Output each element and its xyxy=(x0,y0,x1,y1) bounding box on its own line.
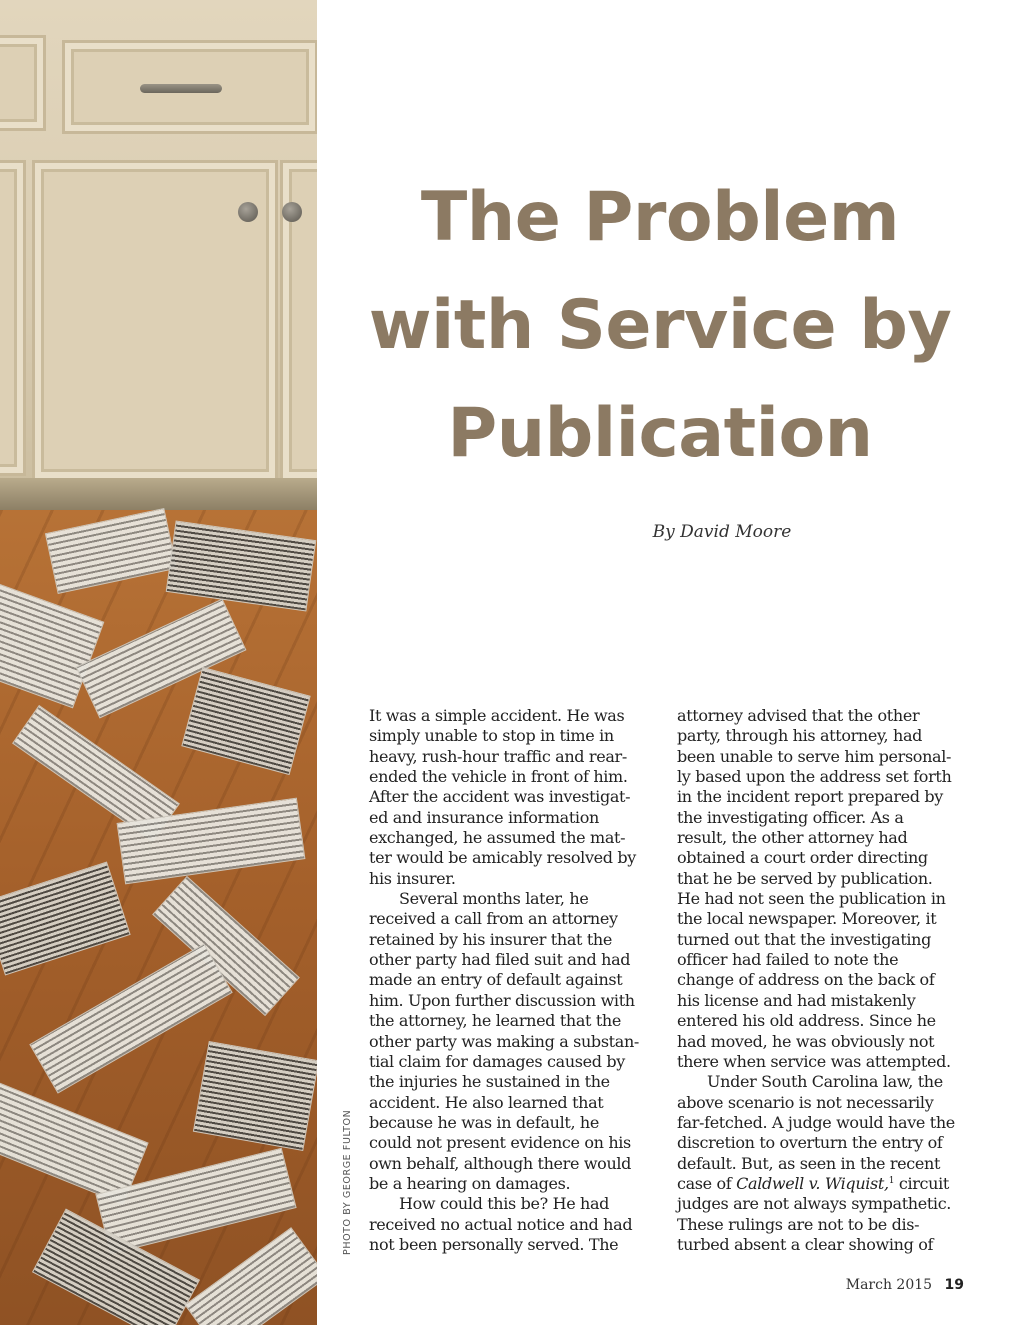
body-line: because he was in default, he xyxy=(369,1112,599,1132)
body-line: above scenario is not necessarily xyxy=(677,1092,934,1112)
wood-floor xyxy=(0,510,317,1325)
byline xyxy=(340,522,1024,542)
body-line: in the incident report prepared by xyxy=(677,787,943,807)
newspaper-scrap xyxy=(0,861,131,975)
body-line: ended the vehicle in front of him. xyxy=(369,767,628,787)
body-line: How could this be? He had xyxy=(399,1194,610,1214)
page-number: 19 xyxy=(944,1277,964,1293)
body-line: simply unable to stop in time in xyxy=(369,726,614,746)
body-line: exchanged, he assumed the mat- xyxy=(369,828,626,848)
body-line: Under South Carolina law, the xyxy=(707,1072,943,1092)
body-line: default. But, as seen in the recent xyxy=(677,1153,941,1173)
cabinet-knob xyxy=(238,202,258,222)
newspaper-scrap xyxy=(166,520,317,611)
title-line: The Problem xyxy=(420,178,900,257)
baseboard xyxy=(0,478,317,512)
body-line: could not present evidence on his xyxy=(369,1133,631,1153)
body-line: obtained a court order directing xyxy=(677,848,928,868)
body-line: He had not seen the publication in xyxy=(677,889,946,909)
drawer-pull xyxy=(140,84,222,93)
body-line: the local newspaper. Moreover, it xyxy=(677,909,937,929)
cabinet-door xyxy=(0,160,26,476)
body-line: tial claim for damages caused by xyxy=(369,1051,625,1071)
body-line: accident. He also learned that xyxy=(369,1092,604,1112)
newspaper-scrap xyxy=(193,1041,317,1151)
body-column-1 xyxy=(369,706,661,1255)
body-line: turbed absent a clear showing of xyxy=(677,1234,934,1254)
body-line: other party was making a substan- xyxy=(369,1031,639,1051)
body-line: discretion to overturn the entry of xyxy=(677,1133,943,1153)
title-line: with Service by xyxy=(368,286,952,365)
body-line: own behalf, although there would xyxy=(369,1153,632,1173)
body-line: not been personally served. The xyxy=(369,1234,619,1254)
body-column-2 xyxy=(677,706,969,1255)
footnote-ref[interactable]: 1 xyxy=(888,1175,895,1186)
body-line: ter would be amicably resolved by xyxy=(369,848,636,868)
body-line: be a hearing on damages. xyxy=(369,1173,571,1193)
body-line: that he be served by publication. xyxy=(677,868,933,888)
page-footer xyxy=(846,1277,964,1293)
body-line: the injuries he sustained in the xyxy=(369,1072,610,1092)
body-line: It was a simple accident. He was xyxy=(369,706,625,725)
body-line: received a call from an attorney xyxy=(369,909,618,929)
author-name: David Moore xyxy=(680,522,792,542)
body-line: the investigating officer. As a xyxy=(677,807,904,827)
article-photo xyxy=(0,0,317,1325)
body-line: retained by his insurer that the xyxy=(369,929,612,949)
body-line: After the accident was investigat- xyxy=(369,787,631,807)
newspaper-scrap xyxy=(184,1227,317,1325)
body-line: turned out that the investigating xyxy=(677,929,932,949)
body-line: ly based upon the address set forth xyxy=(677,767,952,787)
body-line: officer had failed to note the xyxy=(677,950,899,970)
issue-date: March 2015 xyxy=(845,1277,933,1293)
body-line: been unable to serve him personal- xyxy=(677,746,952,766)
article-title xyxy=(340,164,980,488)
body-line: attorney advised that the other xyxy=(677,706,920,725)
byline-prefix: By xyxy=(652,522,675,542)
body-text: case of xyxy=(677,1173,737,1193)
body-line: had moved, he was obviously not xyxy=(677,1031,935,1051)
kitchen-cabinet xyxy=(0,0,317,500)
case-name: Caldwell v. Wiquist, xyxy=(736,1173,889,1193)
newspaper-scrap xyxy=(181,667,310,775)
cabinet-drawer xyxy=(0,35,46,131)
photo-credit: PHOTO BY GEORGE FULTON xyxy=(342,1109,353,1255)
newspaper-scrap xyxy=(29,943,232,1093)
body-line: his insurer. xyxy=(369,868,456,888)
body-line: entered his old address. Since he xyxy=(677,1011,936,1031)
body-line: judges are not always sympathetic. xyxy=(677,1194,952,1214)
body-line: received no actual notice and had xyxy=(369,1214,633,1234)
body-line: These rulings are not to be dis- xyxy=(677,1214,920,1234)
body-line: made an entry of default against xyxy=(369,970,623,990)
title-line: Publication xyxy=(447,394,873,473)
cabinet-knob xyxy=(282,202,302,222)
newspaper-scrap xyxy=(45,508,177,594)
body-line: Several months later, he xyxy=(399,889,589,909)
body-line: change of address on the back of xyxy=(677,970,935,990)
body-line-case-citation xyxy=(677,1174,969,1194)
body-line: heavy, rush-hour traffic and rear- xyxy=(369,746,627,766)
body-line: far-fetched. A judge would have the xyxy=(677,1112,955,1132)
body-line: there when service was attempted. xyxy=(677,1051,951,1071)
body-line: ed and insurance information xyxy=(369,807,599,827)
body-line: his license and had mistakenly xyxy=(677,990,916,1010)
body-line: result, the other attorney had xyxy=(677,828,908,848)
body-line: the attorney, he learned that the xyxy=(369,1011,622,1031)
body-line: party, through his attorney, had xyxy=(677,726,923,746)
body-line: him. Upon further discussion with xyxy=(369,990,635,1010)
body-line: other party had filed suit and had xyxy=(369,950,631,970)
body-text: circuit xyxy=(894,1173,949,1193)
